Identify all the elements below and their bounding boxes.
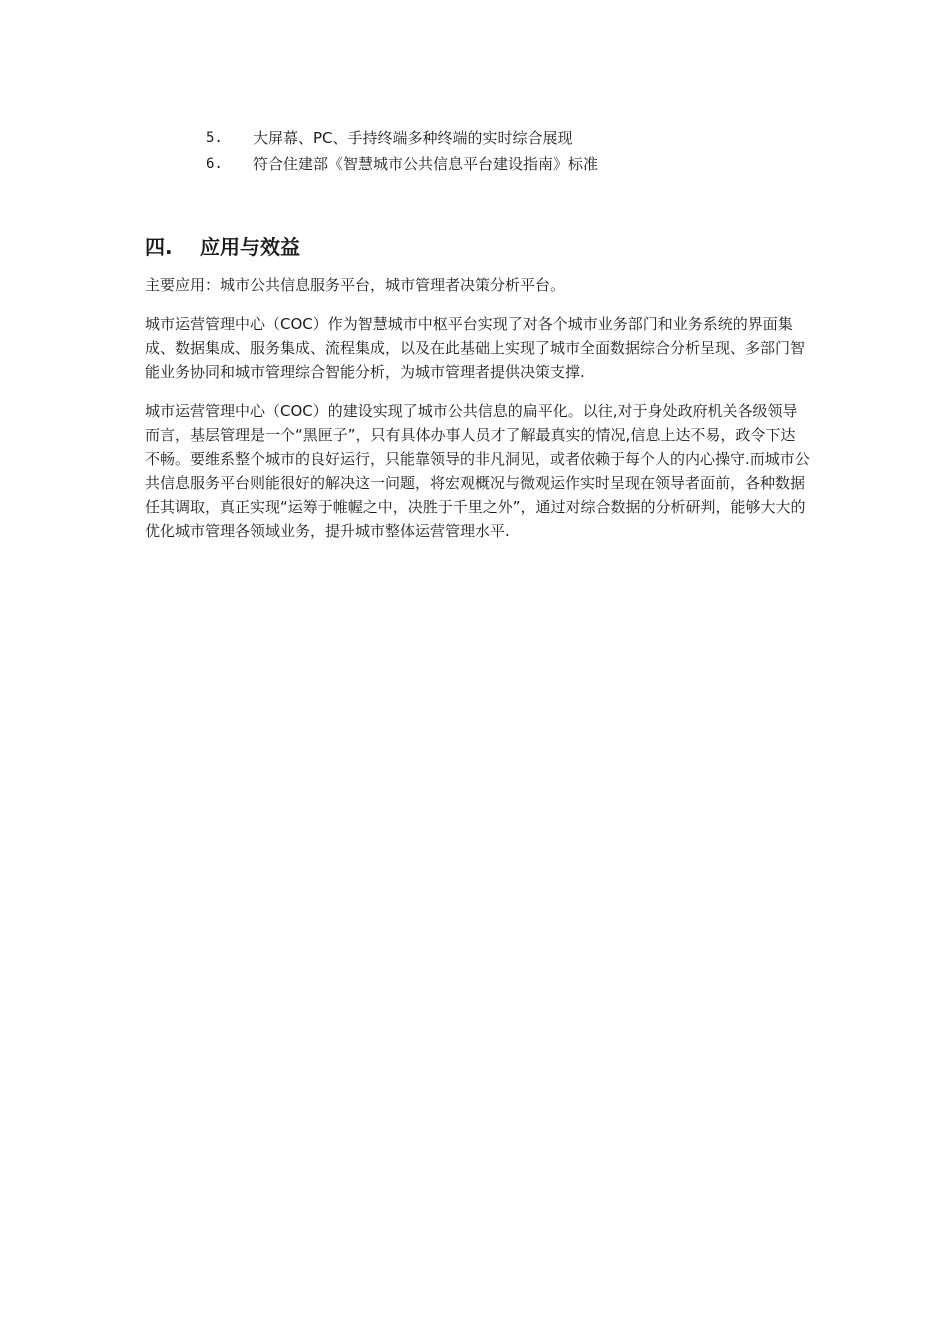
list-item-number: 6. <box>206 156 223 172</box>
paragraph-coc-hub: 城市运营管理中心（COC）作为智慧城市中枢平台实现了对各个城市业务部门和业务系统的界面集成、数据集成、服务集成、流程集成，以及在此基础上实现了城市全面数据综合分析呈现、多部门智能业务协同和城市管理综合智能分析，为城市管理者提供决策支撑. <box>145 315 806 381</box>
paragraph-coc-flattening: 城市运营管理中心（COC）的建设实现了城市公共信息的扁平化。以往,对于身处政府机关各级领导而言，基层管理是一个“黑匣子”，只有具体办事人员才了解最真实的情况,信息上达不易，政令下达不畅。要维系整个城市的良好运行，只能靠领导的非凡洞见，或者依赖于每个人的内心操守.而城市公共信息服务平台则能很好的解决这一问题，将宏观概况与微观运作实时呈现在领导者面前，各种数据任其调取，真正实现“运筹于帷幄之中，决胜于千里之外”，通过对综合数据的分析研判，能够大大的优化城市管理各领域业务，提升城市整体运营管理水平. <box>145 402 810 540</box>
list-item-number: 5. <box>206 130 223 146</box>
section-number: 四. <box>145 235 173 259</box>
paragraph-main-applications: 主要应用：城市公共信息服务平台，城市管理者决策分析平台。 <box>145 276 566 294</box>
numbered-list <box>206 125 598 177</box>
section-title: 应用与效益 <box>200 235 300 259</box>
section-heading <box>145 232 300 262</box>
list-item-text: 大屏幕、PC、手持终端多种终端的实时综合展现 <box>253 129 573 147</box>
list-item <box>206 125 598 151</box>
list-item-text: 符合住建部《智慧城市公共信息平台建设指南》标准 <box>253 155 599 173</box>
list-item <box>206 151 598 177</box>
